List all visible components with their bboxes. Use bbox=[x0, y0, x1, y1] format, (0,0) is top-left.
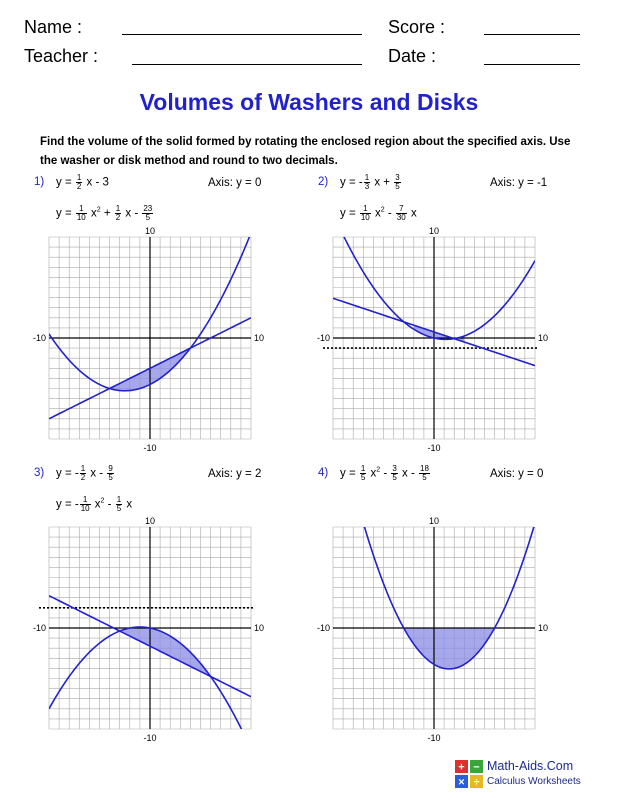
tick-label-top: 10 bbox=[428, 226, 440, 236]
tick-label-right: 10 bbox=[538, 623, 549, 633]
svg-text:−: − bbox=[473, 761, 480, 774]
problem-2-equation-1: y = - $\frac{1}{3}$ x + $\frac{3}{5}$ bbox=[340, 173, 400, 191]
problem-4-equation-1: y = $\frac{1}{5}$ $x^2$ - $\frac{3}{5}$ x - $\frac{18}{5}$ bbox=[340, 464, 429, 482]
tick-label-right: 10 bbox=[254, 623, 265, 633]
problem-1-number: 1) bbox=[34, 176, 45, 188]
worksheet-title: Volumes of Washers and Disks bbox=[139, 89, 479, 115]
tick-label-bottom: -10 bbox=[427, 733, 441, 743]
problem-1-equation-1: y = $\frac{1}{2}$ x - 3 bbox=[56, 173, 109, 191]
tick-label-left: -10 bbox=[32, 333, 46, 343]
tick-label-bottom: -10 bbox=[427, 443, 441, 453]
graph-1 bbox=[33, 226, 264, 453]
problem-4-axis: Axis: y = 0 bbox=[490, 468, 544, 480]
problem-4-number: 4) bbox=[318, 467, 329, 479]
tick-label-left: -10 bbox=[316, 333, 330, 343]
tick-label-bottom: -10 bbox=[143, 443, 157, 453]
svg-text:×: × bbox=[458, 776, 465, 788]
math-operations-icon bbox=[455, 760, 483, 788]
problem-2-axis: Axis: y = -1 bbox=[490, 177, 548, 189]
tick-label-right: 10 bbox=[538, 333, 549, 343]
problem-3-equation-2: y = - $\frac{1}{10}$ $x^2$ - $\frac{1}{5}$ x bbox=[56, 495, 133, 513]
tick-label-left: -10 bbox=[32, 623, 46, 633]
tick-label-right: 10 bbox=[254, 333, 265, 343]
teacher-label: Teacher : bbox=[24, 46, 99, 66]
tick-label-top: 10 bbox=[144, 516, 156, 526]
problem-1-equation-2: y = $\frac{1}{10}$ $x^2$ + $\frac{1}{2}$ x - $\frac{23}{5}$ bbox=[56, 204, 153, 222]
problem-3-equation-1: y = - $\frac{1}{2}$ x - $\frac{9}{5}$ bbox=[56, 464, 113, 482]
tick-label-bottom: -10 bbox=[143, 733, 157, 743]
problem-3-axis: Axis: y = 2 bbox=[208, 468, 262, 480]
tick-label-left: -10 bbox=[316, 623, 330, 633]
tick-label-top: 10 bbox=[428, 516, 440, 526]
instructions: Find the volume of the solid formed by rotating the enclosed region about the specified axis. Use the washer or disk method and round to two decimals. bbox=[40, 136, 571, 167]
logo-name: Math-Aids.Com bbox=[487, 759, 574, 773]
graph-3 bbox=[33, 516, 264, 749]
svg-text:+: + bbox=[458, 761, 465, 774]
tick-label-top: 10 bbox=[144, 226, 156, 236]
logo-tagline: Calculus Worksheets bbox=[487, 776, 581, 787]
score-label: Score : bbox=[388, 17, 446, 37]
svg-text:÷: ÷ bbox=[473, 776, 480, 788]
problem-2-equation-2: y = $\frac{1}{10}$ $x^2$ - $\frac{7}{30}$ x bbox=[340, 204, 417, 222]
problem-3-number: 3) bbox=[34, 467, 45, 479]
date-label: Date : bbox=[388, 46, 437, 66]
math-aids-logo[interactable] bbox=[455, 759, 585, 793]
problem-1-axis: Axis: y = 0 bbox=[208, 177, 262, 189]
problem-2-number: 2) bbox=[318, 176, 329, 188]
name-label: Name : bbox=[24, 17, 83, 37]
graph-2 bbox=[317, 213, 548, 453]
